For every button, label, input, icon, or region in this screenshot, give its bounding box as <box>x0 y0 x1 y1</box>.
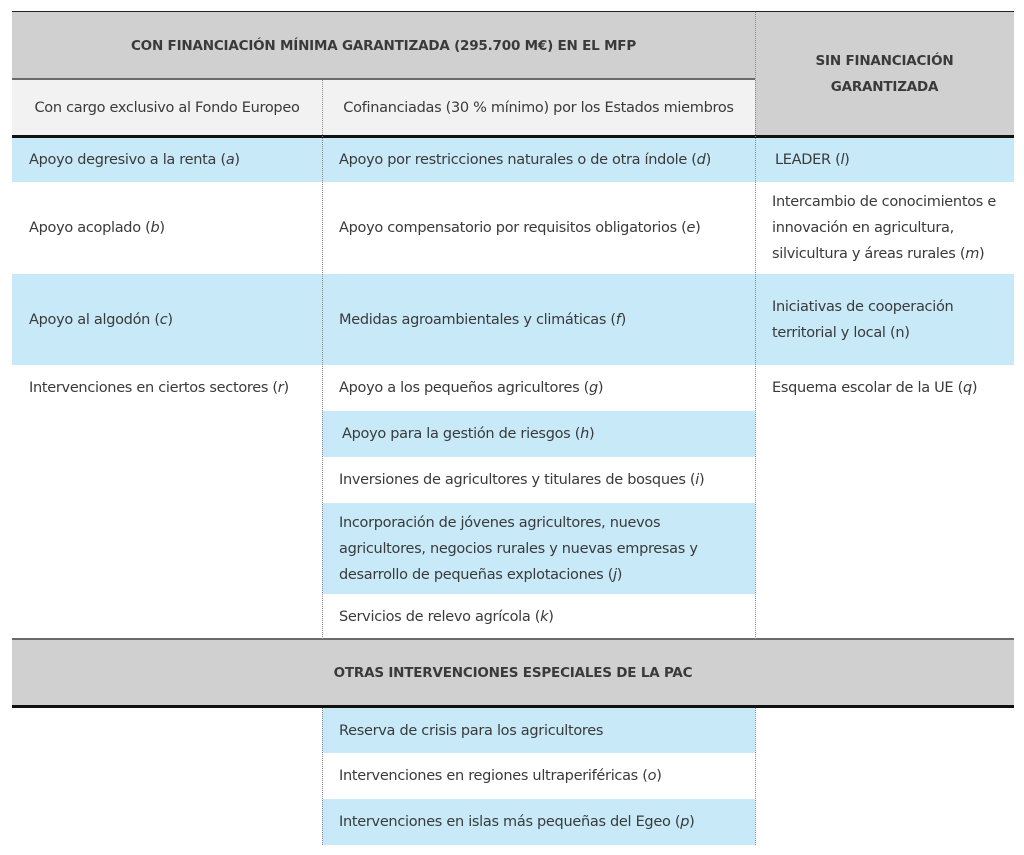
cell-text: Apoyo por restricciones naturales o de otra índole (d) <box>339 152 711 168</box>
table-cell <box>322 274 755 365</box>
cell-text: Apoyo para la gestión de riesgos (h) <box>342 426 595 442</box>
cell-text: Apoyo degresivo a la renta (a) <box>29 152 240 168</box>
cell-text: Inversiones de agricultores y titulares de bosques (i) <box>339 472 705 488</box>
table-cell <box>755 182 1014 274</box>
table-cell <box>12 274 322 365</box>
table-cell <box>322 457 755 503</box>
not-guaranteed-header <box>755 12 1014 136</box>
column-divider <box>322 708 323 845</box>
cell-text: Intercambio de conocimientos e innovación en agricultura, silvicultura y áreas rurales (m) <box>772 194 996 262</box>
guaranteed-funding-header <box>12 12 755 79</box>
cell-text: Esquema escolar de la UE (q) <box>772 380 978 396</box>
table-cell <box>322 138 755 182</box>
col1-subheader-text: Con cargo exclusivo al Fondo Europeo <box>34 100 300 116</box>
cell-text: Apoyo a los pequeños agricultores (g) <box>339 380 604 396</box>
col1-subheader <box>12 80 322 136</box>
cell-text: LEADER (l) <box>775 152 850 168</box>
column-divider <box>755 12 756 639</box>
table-cell <box>755 274 1014 365</box>
cell-text: Apoyo al algodón (c) <box>29 311 173 328</box>
cell-text: Servicios de relevo agrícola (k) <box>339 608 554 625</box>
cell-text: Intervenciones en ciertos sectores (r) <box>29 380 289 396</box>
cell-text: Intervenciones en islas más pequeñas del Egeo (p) <box>339 814 695 830</box>
table-cell <box>12 182 322 274</box>
table-cell <box>322 503 755 594</box>
cell-text: Apoyo compensatorio por requisitos obligatorios (e) <box>339 220 701 236</box>
table-cell <box>322 182 755 274</box>
table-cell <box>322 365 755 411</box>
not-guaranteed-title: SIN FINANCIACIÓN GARANTIZADA <box>815 53 954 95</box>
cell-text: Reserva de crisis para los agricultores <box>339 722 604 739</box>
table-cell <box>755 138 1014 182</box>
column-divider <box>322 80 323 639</box>
special-interventions-title: OTRAS INTERVENCIONES ESPECIALES DE LA PAC <box>333 665 693 681</box>
cell-text: Intervenciones en regiones ultraperiféricas (o) <box>339 768 662 784</box>
cell-text: Iniciativas de cooperación territorial y local (n) <box>772 298 954 341</box>
table-cell <box>322 799 755 845</box>
cell-text: Incorporación de jóvenes agricultores, nuevos agricultores, negocios rurales y nuevas empresas y desarrollo de pequeñas explotaciones (j) <box>339 514 698 583</box>
special-interventions-header <box>12 640 1014 706</box>
table-cell <box>755 365 1014 639</box>
column-divider <box>755 708 756 845</box>
table-cell <box>322 411 755 457</box>
table-cell <box>322 708 755 753</box>
col2-subheader <box>322 80 755 136</box>
table-cell <box>322 753 755 799</box>
cell-text: Medidas agroambientales y climáticas (f) <box>339 311 626 328</box>
table-cell <box>12 365 322 639</box>
table-cell <box>322 594 755 639</box>
table-cell <box>12 138 322 182</box>
guaranteed-funding-title: CON FINANCIACIÓN MÍNIMA GARANTIZADA (295.700 M€) EN EL MFP <box>130 37 637 54</box>
cell-text: Apoyo acoplado (b) <box>29 220 165 236</box>
col2-subheader-text: Cofinanciadas (30 % mínimo) por los Estados miembros <box>343 100 734 116</box>
